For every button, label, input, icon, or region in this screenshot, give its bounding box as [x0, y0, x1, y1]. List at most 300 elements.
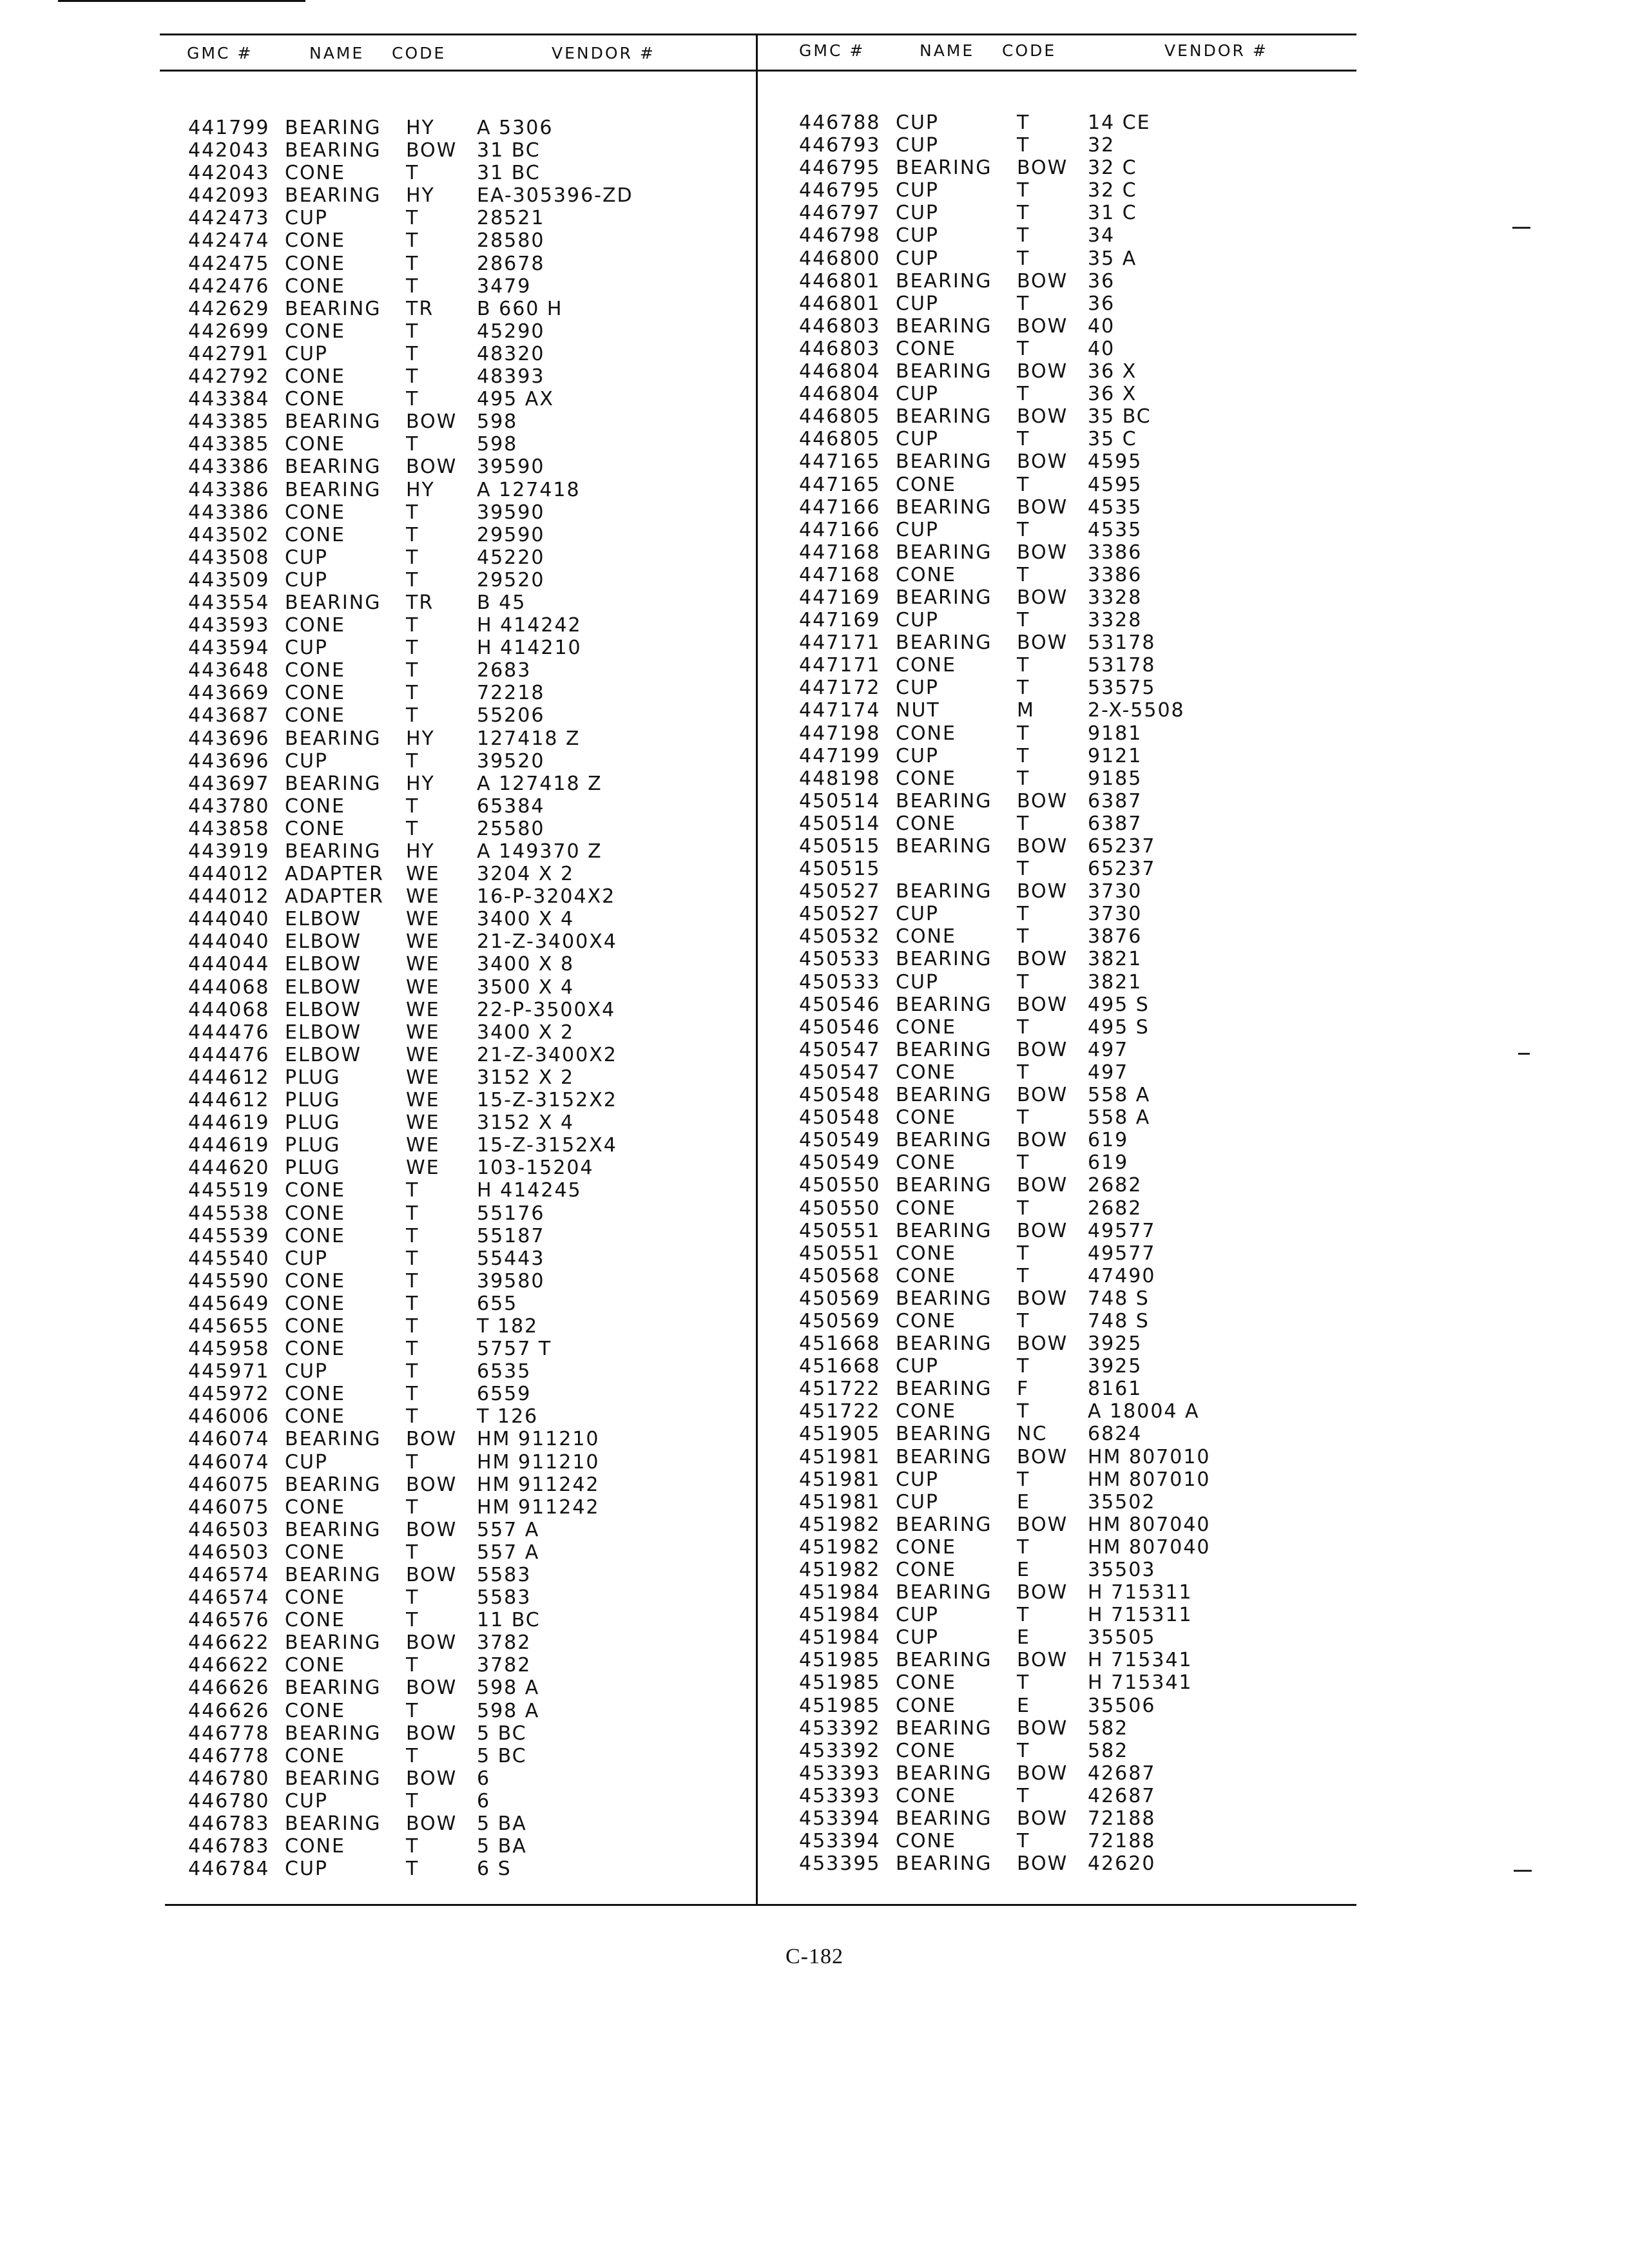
gmc-number: 447169 — [799, 609, 881, 632]
part-code: BOW — [406, 1631, 458, 1655]
part-code: T — [406, 1383, 419, 1406]
part-code: T — [1017, 1468, 1030, 1491]
part-code: T — [406, 1202, 419, 1225]
part-name: BEARING — [896, 495, 992, 519]
part-name: CONE — [285, 659, 345, 682]
gmc-number: 446803 — [799, 337, 881, 360]
gmc-number: 450551 — [799, 1242, 881, 1265]
part-name: BEARING — [896, 269, 992, 293]
vendor-number: 21-Z-3400X2 — [477, 1043, 617, 1066]
vendor-number: 15-Z-3152X4 — [477, 1134, 617, 1157]
vendor-number: H 414245 — [477, 1179, 582, 1202]
gmc-number: 450546 — [799, 993, 881, 1016]
part-code: T — [406, 1405, 419, 1428]
gmc-number: 447166 — [799, 518, 881, 541]
gmc-number: 451981 — [799, 1468, 881, 1491]
part-code: BOW — [1017, 835, 1068, 858]
vendor-number: H 715341 — [1088, 1671, 1193, 1695]
part-name: BEARING — [896, 541, 992, 564]
vendor-number: 2-X-5508 — [1088, 699, 1185, 722]
gmc-number: 450515 — [799, 835, 881, 858]
vendor-number: 42687 — [1088, 1762, 1156, 1785]
part-code: T — [406, 501, 419, 524]
gmc-number: 445590 — [188, 1269, 270, 1293]
part-name: BEARING — [896, 1513, 992, 1536]
part-name: BEARING — [285, 1767, 381, 1790]
part-code: T — [1017, 563, 1030, 586]
vendor-number: 5 BC — [477, 1744, 527, 1767]
part-code: T — [406, 1858, 419, 1881]
vendor-number: 55206 — [477, 704, 545, 727]
part-name: CONE — [285, 433, 345, 456]
part-name: ELBOW — [285, 998, 361, 1021]
vendor-number: 5583 — [477, 1586, 532, 1610]
part-code: T — [406, 1179, 419, 1202]
part-code: T — [1017, 1784, 1030, 1807]
vendor-number: 28521 — [477, 207, 545, 230]
vendor-number: A 127418 Z — [477, 772, 602, 795]
part-code: T — [406, 1360, 419, 1383]
gmc-number: 447166 — [799, 495, 881, 519]
part-name: ELBOW — [285, 953, 361, 976]
gmc-number: 450533 — [799, 970, 881, 994]
part-name: CUP — [896, 744, 939, 767]
gmc-number: 443697 — [188, 772, 270, 795]
part-code: T — [1017, 812, 1030, 835]
part-name: CONE — [896, 767, 956, 790]
part-code: T — [1017, 1242, 1030, 1265]
part-code: BOW — [1017, 450, 1068, 474]
part-code: HY — [406, 840, 435, 863]
part-code: BOW — [1017, 1807, 1068, 1831]
part-code: T — [1017, 744, 1030, 767]
vendor-number: 619 — [1088, 1129, 1129, 1152]
part-code: T — [406, 1789, 419, 1812]
part-code: BOW — [1017, 1762, 1068, 1785]
vendor-number: 558 A — [1088, 1084, 1151, 1107]
part-name: BEARING — [896, 1174, 992, 1197]
vendor-number: 32 C — [1088, 179, 1137, 202]
vendor-number: 36 X — [1088, 383, 1137, 406]
gmc-number: 453392 — [799, 1739, 881, 1762]
part-name: CONE — [285, 1383, 345, 1406]
part-name: NUT — [896, 699, 940, 722]
part-code: T — [406, 1247, 419, 1270]
vendor-number: 619 — [1088, 1151, 1129, 1175]
gmc-number: 442699 — [188, 320, 270, 343]
part-code: T — [406, 568, 419, 591]
part-code: E — [1017, 1694, 1030, 1717]
gmc-number: 447169 — [799, 586, 881, 609]
vendor-number: 35 BC — [1088, 405, 1152, 428]
gmc-number: 446574 — [188, 1586, 270, 1610]
gmc-number: 450532 — [799, 925, 881, 948]
gmc-number: 450551 — [799, 1219, 881, 1242]
gmc-number: 450549 — [799, 1129, 881, 1152]
part-code: T — [406, 817, 419, 840]
part-code: BOW — [1017, 1287, 1068, 1310]
part-name: ADAPTER — [285, 863, 384, 886]
part-code: BOW — [1017, 405, 1068, 428]
part-code: T — [406, 1609, 419, 1632]
part-code: BOW — [1017, 1716, 1068, 1740]
vendor-number: 3386 — [1088, 563, 1142, 586]
gmc-number: 450546 — [799, 1015, 881, 1039]
part-code: WE — [406, 908, 440, 931]
gmc-number: 447168 — [799, 563, 881, 586]
gmc-number: 450527 — [799, 903, 881, 926]
part-code: T — [406, 659, 419, 682]
vendor-number: 6387 — [1088, 789, 1142, 812]
part-name: PLUG — [285, 1134, 341, 1157]
part-code: M — [1017, 699, 1035, 722]
gmc-number: 446805 — [799, 405, 881, 428]
part-name: CUP — [285, 568, 328, 591]
part-name: CUP — [896, 903, 939, 926]
part-name: CONE — [896, 1196, 956, 1220]
part-code: BOW — [406, 139, 458, 162]
part-name: BEARING — [285, 1564, 381, 1586]
part-name: BEARING — [896, 789, 992, 812]
gmc-number: 453393 — [799, 1784, 881, 1807]
vendor-number: H 715311 — [1088, 1581, 1193, 1604]
vendor-number: 11 BC — [477, 1609, 541, 1632]
part-code: T — [406, 365, 419, 389]
gmc-number: 444012 — [188, 885, 270, 908]
gmc-number: 447171 — [799, 631, 881, 655]
part-name: PLUG — [285, 1157, 341, 1180]
gmc-number: 446795 — [799, 157, 881, 180]
gmc-number: 453394 — [799, 1807, 881, 1831]
vendor-number: 495 AX — [477, 388, 554, 411]
part-name: CUP — [896, 179, 939, 202]
part-name: BEARING — [896, 1038, 992, 1061]
part-name: ELBOW — [285, 1021, 361, 1044]
part-name: CONE — [285, 365, 345, 389]
vendor-number: 3204 X 2 — [477, 863, 575, 886]
vendor-number: 6 — [477, 1789, 491, 1812]
part-name: CUP — [896, 428, 939, 451]
part-name: CUP — [896, 292, 939, 315]
part-name: BEARING — [285, 1677, 381, 1700]
part-code: F — [1017, 1378, 1030, 1401]
vendor-number: 22-P-3500X4 — [477, 998, 616, 1021]
part-code: T — [406, 207, 419, 230]
gmc-number: 451982 — [799, 1559, 881, 1581]
gmc-number: 445655 — [188, 1314, 270, 1338]
vendor-number: 4535 — [1088, 495, 1142, 519]
part-name: CONE — [285, 794, 345, 818]
vendor-number: 2683 — [477, 659, 532, 682]
vendor-number: 31 BC — [477, 139, 541, 162]
part-name: CUP — [285, 1450, 328, 1474]
gmc-number: 450514 — [799, 812, 881, 835]
part-name: CONE — [285, 1269, 345, 1293]
part-name: BEARING — [285, 410, 381, 434]
part-name: CONE — [285, 1541, 345, 1564]
gmc-number: 451984 — [799, 1581, 881, 1604]
part-code: HY — [406, 117, 435, 139]
part-name: CUP — [896, 970, 939, 994]
part-code: T — [406, 1224, 419, 1247]
part-code: T — [406, 614, 419, 637]
part-name: CUP — [896, 518, 939, 541]
gmc-number: 446006 — [188, 1405, 270, 1428]
part-code: BOW — [406, 1473, 458, 1496]
vendor-number: 598 — [477, 410, 518, 434]
gmc-number: 446576 — [188, 1609, 270, 1632]
vendor-number: HM 911210 — [477, 1428, 600, 1451]
part-name: BEARING — [285, 297, 381, 320]
vendor-number: 55187 — [477, 1224, 545, 1247]
part-code: T — [1017, 428, 1030, 451]
gmc-number: 450568 — [799, 1264, 881, 1287]
part-name: CONE — [896, 1694, 956, 1717]
vendor-number: 39590 — [477, 501, 545, 524]
gmc-number: 446783 — [188, 1812, 270, 1836]
part-code: BOW — [1017, 1174, 1068, 1197]
part-code: T — [1017, 111, 1030, 134]
vendor-number: 36 — [1088, 269, 1115, 293]
gmc-number: 442473 — [188, 207, 270, 230]
part-code: BOW — [1017, 1581, 1068, 1604]
gmc-number: 446804 — [799, 383, 881, 406]
part-name: CUP — [285, 1858, 328, 1881]
part-code: HY — [406, 727, 435, 750]
gmc-number: 444612 — [188, 1066, 270, 1089]
part-name: CONE — [285, 1609, 345, 1632]
part-name: CUP — [285, 207, 328, 230]
margin-mark — [1518, 1053, 1530, 1055]
part-name: CUP — [285, 1247, 328, 1270]
vendor-number: 598 A — [477, 1699, 540, 1722]
gmc-number: 442791 — [188, 342, 270, 365]
vendor-number: 4595 — [1088, 450, 1142, 474]
vendor-number: 3400 X 4 — [477, 908, 575, 931]
margin-mark — [1514, 1870, 1532, 1872]
part-code: T — [406, 388, 419, 411]
part-code: BOW — [1017, 993, 1068, 1016]
vendor-number: 3925 — [1088, 1332, 1142, 1356]
part-name: CONE — [285, 229, 345, 253]
part-code: BOW — [1017, 360, 1068, 383]
vendor-number: 9185 — [1088, 767, 1142, 790]
gmc-number: 446778 — [188, 1744, 270, 1767]
vendor-number: H 414210 — [477, 637, 582, 660]
footer-rule — [165, 1904, 1356, 1906]
gmc-number: 446503 — [188, 1518, 270, 1541]
gmc-number: 443919 — [188, 840, 270, 863]
part-name: CONE — [285, 252, 345, 275]
part-name: BEARING — [285, 1631, 381, 1655]
part-name: BEARING — [896, 157, 992, 180]
header-name: NAME — [920, 41, 975, 60]
part-code: T — [406, 1586, 419, 1610]
gmc-number: 446075 — [188, 1473, 270, 1496]
part-code: WE — [406, 1111, 440, 1135]
part-name: CONE — [285, 1699, 345, 1722]
part-code: T — [1017, 202, 1030, 225]
part-name: CONE — [896, 1400, 956, 1423]
vendor-number: 557 A — [477, 1518, 540, 1541]
vendor-number: 53575 — [1088, 677, 1156, 700]
vendor-number: 40 — [1088, 337, 1115, 360]
vendor-number: 29590 — [477, 523, 545, 546]
part-name: CONE — [896, 812, 956, 835]
part-code: BOW — [1017, 1445, 1068, 1468]
part-name: CONE — [285, 1202, 345, 1225]
gmc-number: 446574 — [188, 1564, 270, 1586]
vendor-number: 21-Z-3400X4 — [477, 930, 617, 954]
part-code: BOW — [1017, 1129, 1068, 1152]
part-code: T — [1017, 1604, 1030, 1627]
vendor-number: HM 911242 — [477, 1495, 600, 1519]
part-code: T — [406, 1338, 419, 1361]
gmc-number: 446074 — [188, 1428, 270, 1451]
vendor-number: 32 C — [1088, 157, 1137, 180]
part-code: T — [406, 1699, 419, 1722]
gmc-number: 445972 — [188, 1383, 270, 1406]
part-name: CUP — [896, 677, 939, 700]
vendor-number: 31 C — [1088, 202, 1137, 225]
vendor-number: 495 S — [1088, 993, 1150, 1016]
vendor-number: 39520 — [477, 749, 545, 773]
part-code: BOW — [1017, 1649, 1068, 1672]
gmc-number: 446780 — [188, 1767, 270, 1790]
part-name: CUP — [285, 342, 328, 365]
header-name: NAME — [309, 44, 365, 62]
gmc-number: 444476 — [188, 1043, 270, 1066]
part-name: ADAPTER — [285, 885, 384, 908]
gmc-number: 443780 — [188, 794, 270, 818]
part-code: T — [1017, 1671, 1030, 1695]
gmc-number: 451668 — [799, 1332, 881, 1356]
gmc-number: 444068 — [188, 998, 270, 1021]
part-code: T — [406, 1744, 419, 1767]
gmc-number: 446803 — [799, 314, 881, 338]
part-name: CONE — [896, 1535, 956, 1559]
vendor-number: 3730 — [1088, 880, 1142, 903]
part-code: T — [1017, 1015, 1030, 1039]
vendor-number: 42620 — [1088, 1852, 1156, 1876]
vendor-number: 15-Z-3152X2 — [477, 1089, 617, 1112]
part-name: CONE — [896, 1784, 956, 1807]
gmc-number: 451985 — [799, 1649, 881, 1672]
part-code: T — [1017, 925, 1030, 948]
gmc-number: 450547 — [799, 1038, 881, 1061]
part-code: T — [406, 342, 419, 365]
gmc-number: 442475 — [188, 252, 270, 275]
page-number: C-182 — [786, 1945, 843, 1968]
part-name: BEARING — [896, 948, 992, 971]
gmc-number: 450550 — [799, 1174, 881, 1197]
vendor-number: 4595 — [1088, 473, 1142, 496]
vendor-number: 25580 — [477, 817, 545, 840]
gmc-number: 442474 — [188, 229, 270, 253]
part-code: BOW — [1017, 314, 1068, 338]
part-code: T — [406, 794, 419, 818]
gmc-number: 445958 — [188, 1338, 270, 1361]
vendor-number: 65237 — [1088, 835, 1156, 858]
vendor-number: 49577 — [1088, 1219, 1156, 1242]
part-code: BOW — [1017, 789, 1068, 812]
gmc-number: 451905 — [799, 1423, 881, 1446]
part-code: BOW — [1017, 1852, 1068, 1876]
gmc-number: 450515 — [799, 858, 881, 881]
part-name: CUP — [896, 1604, 939, 1627]
part-code: T — [1017, 609, 1030, 632]
part-code: T — [1017, 473, 1030, 496]
vendor-number: 4535 — [1088, 518, 1142, 541]
part-name: CONE — [285, 320, 345, 343]
part-name: BEARING — [896, 631, 992, 655]
gmc-number: 451984 — [799, 1604, 881, 1627]
vendor-number: 35506 — [1088, 1694, 1156, 1717]
part-name: BEARING — [896, 1423, 992, 1446]
gmc-number: 444619 — [188, 1111, 270, 1135]
part-code: BOW — [1017, 948, 1068, 971]
header-code: CODE — [1002, 41, 1057, 60]
part-name: CONE — [896, 1309, 956, 1332]
part-code: T — [1017, 383, 1030, 406]
vendor-number: HM 807040 — [1088, 1513, 1211, 1536]
vendor-number: 9121 — [1088, 744, 1142, 767]
part-code: T — [1017, 1739, 1030, 1762]
vendor-number: HM 911210 — [477, 1450, 600, 1474]
vendor-number: EA-305396-ZD — [477, 184, 633, 207]
gmc-number: 453394 — [799, 1830, 881, 1853]
gmc-number: 446784 — [188, 1858, 270, 1881]
part-name: BEARING — [285, 117, 381, 139]
part-code: NC — [1017, 1423, 1048, 1446]
vendor-number: 29520 — [477, 568, 545, 591]
part-name: CONE — [285, 614, 345, 637]
part-name: CONE — [285, 1654, 345, 1677]
gmc-number: 443386 — [188, 478, 270, 501]
part-name: BEARING — [285, 1518, 381, 1541]
part-name: BEARING — [896, 835, 992, 858]
vendor-number: H 715311 — [1088, 1604, 1193, 1627]
header-vendor: VENDOR # — [552, 44, 655, 62]
part-name: CONE — [285, 523, 345, 546]
part-code: BOW — [406, 456, 458, 479]
part-name: CUP — [285, 546, 328, 569]
part-name: CONE — [285, 388, 345, 411]
part-code: T — [406, 274, 419, 298]
vendor-number: 2682 — [1088, 1174, 1142, 1197]
part-name: CUP — [285, 1789, 328, 1812]
part-name: BEARING — [285, 139, 381, 162]
header-bottom-rule — [160, 70, 1356, 72]
part-code: BOW — [406, 1677, 458, 1700]
vendor-number: 28678 — [477, 252, 545, 275]
part-name: CONE — [896, 925, 956, 948]
gmc-number: 446503 — [188, 1541, 270, 1564]
vendor-number: 55443 — [477, 1247, 545, 1270]
vendor-number: 5 BA — [477, 1835, 527, 1858]
part-name: CUP — [896, 609, 939, 632]
part-code: TR — [406, 591, 434, 614]
part-name: CUP — [285, 637, 328, 660]
part-name: BEARING — [896, 1445, 992, 1468]
part-name: CONE — [285, 1835, 345, 1858]
vendor-number: B 45 — [477, 591, 526, 614]
gmc-number: 453392 — [799, 1716, 881, 1740]
part-code: WE — [406, 1089, 440, 1112]
part-name: PLUG — [285, 1111, 341, 1135]
gmc-number: 451668 — [799, 1355, 881, 1378]
part-code: T — [1017, 1535, 1030, 1559]
